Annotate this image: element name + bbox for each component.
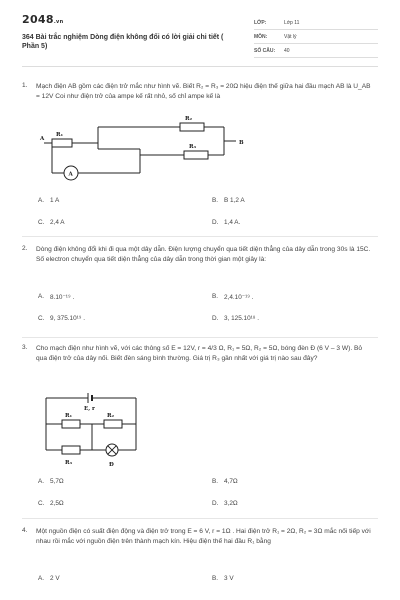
resistor-r1 bbox=[52, 139, 72, 147]
option-text: 8.10⁻¹⁹ . bbox=[50, 294, 75, 301]
lamp-label: Đ bbox=[109, 462, 114, 468]
resistor-r2 bbox=[180, 123, 204, 131]
circuit-diagram-1 bbox=[40, 116, 244, 187]
resistor-r2-label: R₂ bbox=[107, 413, 114, 419]
option-text: 3,2Ω bbox=[224, 500, 238, 507]
option-text: B 1,2 A bbox=[224, 197, 245, 204]
logo-suffix: .vn bbox=[53, 19, 64, 25]
option-text: 2,5Ω bbox=[50, 500, 64, 507]
meta-table bbox=[254, 16, 378, 58]
option-text: 3, 125.10¹⁸ . bbox=[224, 315, 260, 322]
meta-label: LỚP: bbox=[254, 19, 267, 26]
option-text: 2 V bbox=[50, 575, 60, 582]
logo-main: 2048 bbox=[22, 13, 54, 26]
question-divider bbox=[22, 337, 378, 338]
meta-value: Vật lý bbox=[284, 33, 297, 40]
option-text: 9, 375.10¹⁹ . bbox=[50, 315, 86, 322]
question-number: 4. bbox=[22, 527, 28, 534]
meta-row-subject bbox=[254, 30, 378, 44]
terminal-b-label: B bbox=[239, 140, 244, 146]
option-text: 2,4 A bbox=[50, 219, 65, 226]
meta-label: SỐ CÂU: bbox=[254, 47, 276, 54]
option-letter: B. bbox=[212, 197, 219, 204]
question-divider bbox=[22, 236, 378, 237]
option-letter: A. bbox=[38, 293, 45, 300]
question-4 bbox=[22, 527, 382, 597]
option-c[interactable] bbox=[38, 315, 85, 322]
question-text: Dòng điện không đổi khi đi qua một dây dẫn. Điện lượng chuyển qua tiết diện thẳng của dây dẫn trong 30s là 15C. Số electron chuyển qua tiết diện thẳng của dây dẫn trong thời gian một giây là: bbox=[36, 246, 371, 263]
resistor-r3-label: R₃ bbox=[189, 144, 196, 150]
option-text: 3 V bbox=[224, 575, 234, 582]
option-letter: A. bbox=[38, 197, 45, 204]
meta-value: Lớp 11 bbox=[284, 19, 300, 26]
option-text: 4,7Ω bbox=[224, 478, 238, 485]
option-b[interactable] bbox=[212, 197, 245, 204]
resistor-r2 bbox=[104, 420, 122, 428]
question-number: 2. bbox=[22, 245, 28, 252]
option-letter: B. bbox=[212, 293, 219, 300]
question-divider bbox=[22, 518, 378, 519]
question-text: Mạch điện AB gồm các điện trở mắc như hình vẽ. Biết R₂ = R₃ = 20Ω hiệu điện thế giữa hai đầu mạch AB là U_AB = 12V Coi như điện trở của ampe kế rất nhỏ, số chỉ ampe kế là bbox=[36, 83, 371, 100]
option-letter: C. bbox=[38, 500, 45, 507]
option-c[interactable] bbox=[38, 500, 64, 507]
terminal-a-label: A bbox=[40, 136, 45, 142]
option-a[interactable] bbox=[38, 575, 60, 582]
option-letter: A. bbox=[38, 575, 45, 582]
question-2 bbox=[22, 245, 382, 335]
meta-row-class bbox=[254, 16, 378, 30]
option-letter: D. bbox=[212, 500, 219, 507]
meta-value: 40 bbox=[284, 47, 290, 54]
question-number: 1. bbox=[22, 82, 28, 89]
resistor-r3 bbox=[184, 151, 208, 159]
option-text: 1 A bbox=[50, 197, 60, 204]
option-a[interactable] bbox=[38, 478, 64, 485]
option-letter: B. bbox=[212, 575, 219, 582]
option-text: 5,7Ω bbox=[50, 478, 64, 485]
resistor-r3 bbox=[62, 446, 80, 454]
site-logo[interactable] bbox=[22, 13, 63, 26]
option-d[interactable] bbox=[212, 219, 240, 226]
meta-label: MÔN: bbox=[254, 33, 268, 40]
question-3 bbox=[22, 344, 382, 514]
question-number: 3. bbox=[22, 344, 28, 351]
option-d[interactable] bbox=[212, 315, 259, 322]
option-letter: C. bbox=[38, 219, 45, 226]
question-text: Cho mạch điện như hình vẽ, với các thông số E = 12V, r = 4/3 Ω, R₁ = 5Ω, R₂ = 5Ω, bóng đèn Đ (6 V – 3 W). Bỏ qua điện trở của dây nối. Biết đèn sáng bình thường. Giá trị R₃ gần nhất với giá trị nào sau đây? bbox=[36, 345, 363, 362]
header-divider bbox=[22, 66, 378, 67]
option-b[interactable] bbox=[212, 293, 254, 301]
circuit-diagram-3 bbox=[44, 390, 144, 470]
resistor-r1-label: R₁ bbox=[56, 132, 63, 138]
option-d[interactable] bbox=[212, 500, 238, 507]
question-text: Một nguồn điện có suất điện động và điện trở trong E = 6 V, r = 1Ω . Hai điện trở R₁ = 2Ω, R₂ = 3Ω mắc nối tiếp với nhau rồi mắc với nguồn điện trên thành mạch kín. Hiệu điện thế hai đầu R₁ bằng bbox=[36, 528, 371, 545]
option-b[interactable] bbox=[212, 575, 234, 582]
resistor-r1 bbox=[62, 420, 80, 428]
option-letter: B. bbox=[212, 478, 219, 485]
option-a[interactable] bbox=[38, 197, 59, 204]
document-title: 364 Bài trắc nghiệm Dòng điện không đổi có lời giải chi tiết ( Phần 5) bbox=[22, 34, 224, 50]
option-c[interactable] bbox=[38, 219, 65, 226]
option-b[interactable] bbox=[212, 478, 238, 485]
question-1 bbox=[22, 82, 382, 232]
resistor-r3-label: R₃ bbox=[65, 460, 72, 466]
source-label: E, r bbox=[84, 406, 95, 412]
option-letter: A. bbox=[38, 478, 45, 485]
meta-row-count bbox=[254, 44, 378, 58]
option-letter: D. bbox=[212, 219, 219, 226]
resistor-r2-label: R₂ bbox=[185, 116, 192, 122]
option-a[interactable] bbox=[38, 293, 74, 301]
resistor-r1-label: R₁ bbox=[65, 413, 72, 419]
option-letter: D. bbox=[212, 315, 219, 322]
option-text: 2,4.10⁻¹⁹ . bbox=[224, 294, 254, 301]
option-text: 1,4 A. bbox=[224, 219, 241, 226]
option-letter: C. bbox=[38, 315, 45, 322]
ammeter-label: A bbox=[68, 171, 73, 178]
